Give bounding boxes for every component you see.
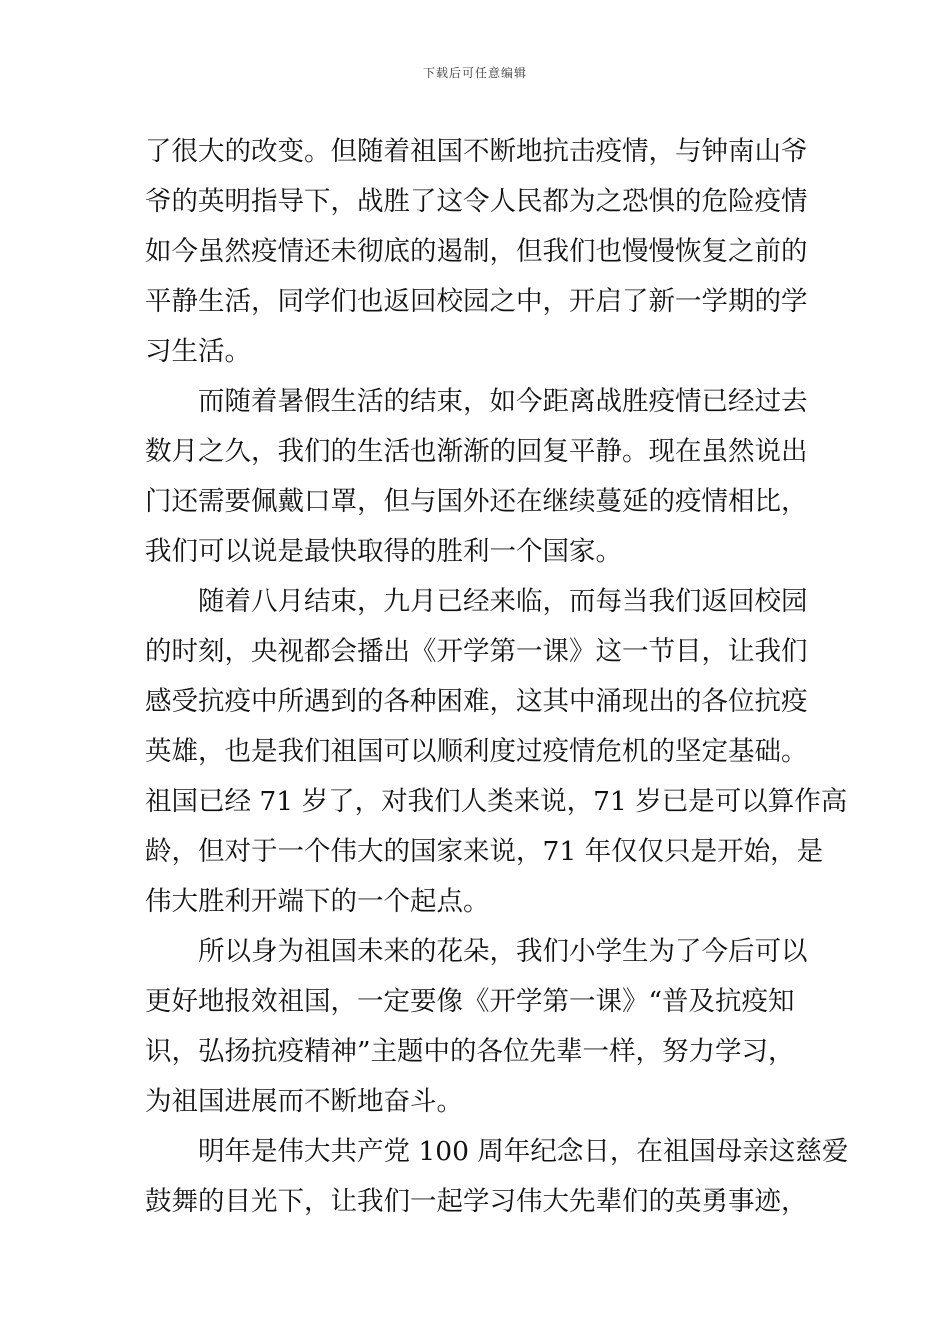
text-line: 习生活。 — [145, 336, 251, 367]
text-line: 祖国已经 71 岁了，对我们人类来说，71 岁已是可以算作高 — [145, 786, 848, 817]
text-line: 龄，但对于一个伟大的国家来说，71 年仅仅只是开始，是 — [145, 836, 824, 867]
text-line: 了很大的改变。但随着祖国不断地抗击疫情，与钟南山爷 — [145, 136, 808, 167]
document-body — [145, 127, 849, 1227]
text-line: 我们可以说是最快取得的胜利一个国家。 — [145, 536, 622, 567]
text-line: 英雄，也是我们祖国可以顺利度过疫情危机的坚定基础。 — [145, 736, 808, 767]
page-header-note: 下载后可任意编辑 — [422, 66, 527, 80]
paragraph-first-line: 明年是伟大共产党 100 周年纪念日，在祖国母亲这慈爱 — [198, 1136, 849, 1167]
text-line: 数月之久，我们的生活也渐渐的回复平静。现在虽然说出 — [145, 436, 808, 467]
text-line: 如今虽然疫情还未彻底的遏制，但我们也慢慢恢复之前的 — [145, 236, 808, 267]
text-line: 门还需要佩戴口罩，但与国外还在继续蔓延的疫情相比， — [145, 486, 808, 517]
text-line: 感受抗疫中所遇到的各种困难，这其中涌现出的各位抗疫 — [145, 686, 808, 717]
paragraph-first-line: 而随着暑假生活的结束，如今距离战胜疫情已经过去 — [198, 386, 808, 417]
text-line: 平静生活，同学们也返回校园之中，开启了新一学期的学 — [145, 286, 808, 317]
text-line: 的时刻，央视都会播出《开学第一课》这一节目，让我们 — [145, 636, 808, 667]
paragraph-first-line: 所以身为祖国未来的花朵，我们小学生为了今后可以 — [198, 936, 808, 967]
text-line: 鼓舞的目光下，让我们一起学习伟大先辈们的英勇事迹， — [145, 1186, 808, 1217]
text-line: 伟大胜利开端下的一个起点。 — [145, 886, 490, 917]
text-line: 爷的英明指导下，战胜了这令人民都为之恐惧的危险疫情 — [145, 186, 808, 217]
text-line: 识，弘扬抗疫精神”主题中的各位先辈一样，努力学习， — [145, 1036, 795, 1067]
text-line: 更好地报效祖国，一定要像《开学第一课》“普及抗疫知 — [145, 986, 795, 1017]
paragraph-first-line: 随着八月结束，九月已经来临，而每当我们返回校园 — [198, 586, 808, 617]
text-line: 为祖国进展而不断地奋斗。 — [145, 1086, 463, 1117]
